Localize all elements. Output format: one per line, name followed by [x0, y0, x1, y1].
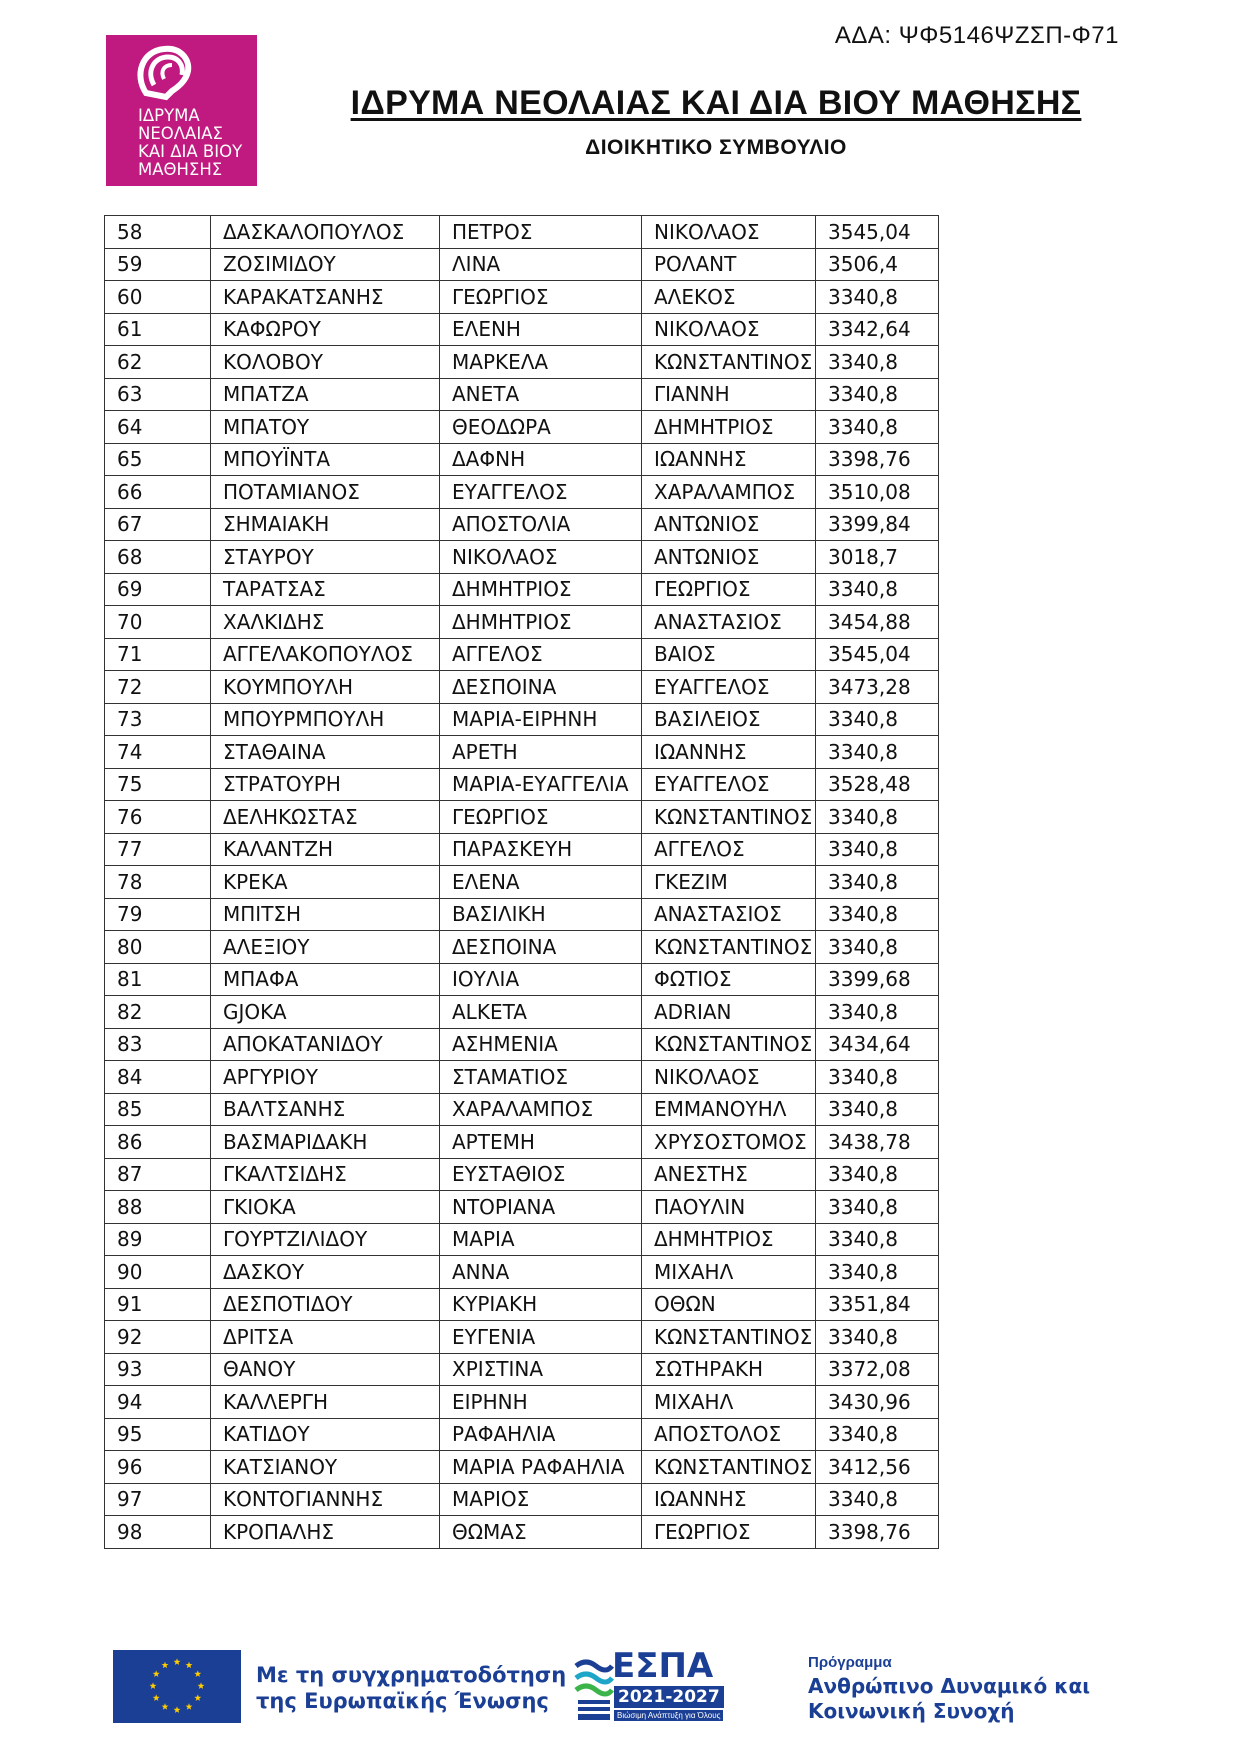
amount-cell: 3454,88: [816, 606, 939, 639]
eu-star-icon: [174, 1706, 181, 1713]
amount-cell: 3340,8: [816, 703, 939, 736]
first-name-cell: ΜΑΡΙΑ-ΕΙΡΗΝΗ: [440, 703, 642, 736]
first-name-cell: ΧΡΙΣΤΙΝΑ: [440, 1353, 642, 1386]
father-name-cell: ΕΜΜΑΝΟΥΗΛ: [642, 1093, 816, 1126]
table-row: [105, 541, 939, 574]
first-name-cell: ΑΠΟΣΤΟΛΙΑ: [440, 508, 642, 541]
first-name-cell: ΛΙΝΑ: [440, 248, 642, 281]
first-name-cell: ΔΑΦΝΗ: [440, 443, 642, 476]
row-number-cell: 59: [105, 248, 211, 281]
first-name-cell: ΜΑΡΙΑ ΡΑΦΑΗΛΙΑ: [440, 1451, 642, 1484]
surname-cell: ΜΠΑΦΑ: [211, 963, 440, 996]
amount-cell: 3438,78: [816, 1126, 939, 1159]
father-name-cell: ΙΩΑΝΝΗΣ: [642, 443, 816, 476]
surname-cell: ΜΠΟΥΪΝΤΑ: [211, 443, 440, 476]
eu-star-icon: [194, 1694, 201, 1701]
first-name-cell: ΕΥΣΤΑΘΙΟΣ: [440, 1158, 642, 1191]
surname-cell: ΤΑΡΑΤΣΑΣ: [211, 573, 440, 606]
father-name-cell: ΓΚΕΖΙΜ: [642, 866, 816, 899]
amount-cell: 3340,8: [816, 1223, 939, 1256]
amount-cell: 3412,56: [816, 1451, 939, 1484]
eu-star-icon: [194, 1670, 201, 1677]
father-name-cell: ΑΛΕΚΟΣ: [642, 281, 816, 314]
amount-cell: 3340,8: [816, 801, 939, 834]
row-number-cell: 69: [105, 573, 211, 606]
father-name-cell: ΟΘΩΝ: [642, 1288, 816, 1321]
surname-cell: ΣΤΑΥΡΟΥ: [211, 541, 440, 574]
father-name-cell: ΒΑΙΟΣ: [642, 638, 816, 671]
row-number-cell: 71: [105, 638, 211, 671]
table-row: [105, 216, 939, 249]
espa-title: ΕΣΠΑ: [612, 1646, 714, 1686]
table-row: [105, 443, 939, 476]
eu-star-icon: [198, 1682, 205, 1689]
amount-cell: 3018,7: [816, 541, 939, 574]
first-name-cell: ΓΕΩΡΓΙΟΣ: [440, 281, 642, 314]
first-name-cell: ΠΕΤΡΟΣ: [440, 216, 642, 249]
first-name-cell: ΡΑΦΑΗΛΙΑ: [440, 1418, 642, 1451]
surname-cell: ΑΛΕΞΙΟΥ: [211, 931, 440, 964]
surname-cell: ΑΡΓΥΡΙΟΥ: [211, 1061, 440, 1094]
row-number-cell: 86: [105, 1126, 211, 1159]
amount-cell: 3340,8: [816, 573, 939, 606]
amount-cell: 3372,08: [816, 1353, 939, 1386]
table-row: [105, 671, 939, 704]
amount-cell: 3340,8: [816, 1158, 939, 1191]
surname-cell: ΣΗΜΑΙΑΚΗ: [211, 508, 440, 541]
ada-code: ΑΔΑ: ΨΦ5146ΨΖΣΠ-Φ71: [834, 22, 1119, 49]
surname-cell: ΚΑΡΑΚΑΤΣΑΝΗΣ: [211, 281, 440, 314]
father-name-cell: ΑΝΤΩΝΙΟΣ: [642, 508, 816, 541]
first-name-cell: ΜΑΡΚΕΛΑ: [440, 346, 642, 379]
amount-cell: 3340,8: [816, 378, 939, 411]
first-name-cell: ΔΗΜΗΤΡΙΟΣ: [440, 573, 642, 606]
surname-cell: ΜΠΑΤΖΑ: [211, 378, 440, 411]
row-number-cell: 78: [105, 866, 211, 899]
surname-cell: ΑΓΓΕΛΑΚΟΠΟΥΛΟΣ: [211, 638, 440, 671]
first-name-cell: ΔΗΜΗΤΡΙΟΣ: [440, 606, 642, 639]
table-row: [105, 1093, 939, 1126]
first-name-cell: ΧΑΡΑΛΑΜΠΟΣ: [440, 1093, 642, 1126]
table-row: [105, 866, 939, 899]
table-row: [105, 638, 939, 671]
row-number-cell: 68: [105, 541, 211, 574]
first-name-cell: ΑΣΗΜΕΝΙΑ: [440, 1028, 642, 1061]
surname-cell: ΔΕΛΗΚΩΣΤΑΣ: [211, 801, 440, 834]
amount-cell: 3510,08: [816, 476, 939, 509]
surname-cell: ΚΑΦΩΡΟΥ: [211, 313, 440, 346]
surname-cell: ΚΡΕΚΑ: [211, 866, 440, 899]
table-row: [105, 606, 939, 639]
surname-cell: ΚΟΛΟΒΟΥ: [211, 346, 440, 379]
table-row: [105, 1516, 939, 1549]
father-name-cell: ΧΡΥΣΟΣΤΟΜΟΣ: [642, 1126, 816, 1159]
father-name-cell: ΑΓΓΕΛΟΣ: [642, 833, 816, 866]
father-name-cell: ΕΥΑΓΓΕΛΟΣ: [642, 768, 816, 801]
surname-cell: ΣΤΡΑΤΟΥΡΗ: [211, 768, 440, 801]
row-number-cell: 87: [105, 1158, 211, 1191]
amount-cell: 3398,76: [816, 443, 939, 476]
surname-cell: ΚΟΥΜΠΟΥΛΗ: [211, 671, 440, 704]
table-row: [105, 1353, 939, 1386]
row-number-cell: 80: [105, 931, 211, 964]
eu-star-icon: [162, 1703, 169, 1710]
father-name-cell: ΓΕΩΡΓΙΟΣ: [642, 1516, 816, 1549]
eu-star-icon: [186, 1703, 193, 1710]
father-name-cell: ΡΟΛΑΝΤ: [642, 248, 816, 281]
first-name-cell: ΕΛΕΝΗ: [440, 313, 642, 346]
surname-cell: ΒΑΛΤΣΑΝΗΣ: [211, 1093, 440, 1126]
table-row: [105, 1386, 939, 1419]
father-name-cell: ΔΗΜΗΤΡΙΟΣ: [642, 411, 816, 444]
table-row: [105, 963, 939, 996]
amount-cell: 3434,64: [816, 1028, 939, 1061]
row-number-cell: 76: [105, 801, 211, 834]
father-name-cell: ΜΙΧΑΗΛ: [642, 1256, 816, 1289]
eu-star-icon: [150, 1682, 157, 1689]
amount-cell: 3340,8: [816, 833, 939, 866]
father-name-cell: ΝΙΚΟΛΑΟΣ: [642, 216, 816, 249]
surname-cell: ΚΡΟΠΑΛΗΣ: [211, 1516, 440, 1549]
row-number-cell: 91: [105, 1288, 211, 1321]
first-name-cell: ΙΟΥΛΙΑ: [440, 963, 642, 996]
amount-cell: 3430,96: [816, 1386, 939, 1419]
row-number-cell: 93: [105, 1353, 211, 1386]
table-row: [105, 1321, 939, 1354]
table-row: [105, 1061, 939, 1094]
amount-cell: 3340,8: [816, 898, 939, 931]
amount-cell: 3340,8: [816, 736, 939, 769]
table-row: [105, 1288, 939, 1321]
espa-waves-icon: [574, 1656, 614, 1726]
surname-cell: ΔΡΙΤΣΑ: [211, 1321, 440, 1354]
father-name-cell: ΑΠΟΣΤΟΛΟΣ: [642, 1418, 816, 1451]
first-name-cell: ΑΝΕΤΑ: [440, 378, 642, 411]
table-row: [105, 573, 939, 606]
amount-cell: 3340,8: [816, 1093, 939, 1126]
surname-cell: ΣΤΑΘΑΙΝΑ: [211, 736, 440, 769]
row-number-cell: 89: [105, 1223, 211, 1256]
father-name-cell: ΓΕΩΡΓΙΟΣ: [642, 573, 816, 606]
amount-cell: 3399,84: [816, 508, 939, 541]
father-name-cell: ΜΙΧΑΗΛ: [642, 1386, 816, 1419]
father-name-cell: ΠΑΟΥΛΙΝ: [642, 1191, 816, 1224]
father-name-cell: ΣΩΤΗΡΑΚΗ: [642, 1353, 816, 1386]
eu-star-icon: [153, 1694, 160, 1701]
father-name-cell: ADRIAN: [642, 996, 816, 1029]
amount-cell: 3340,8: [816, 411, 939, 444]
father-name-cell: ΒΑΣΙΛΕΙΟΣ: [642, 703, 816, 736]
amount-cell: 3473,28: [816, 671, 939, 704]
first-name-cell: ΑΓΓΕΛΟΣ: [440, 638, 642, 671]
table-row: [105, 931, 939, 964]
row-number-cell: 66: [105, 476, 211, 509]
row-number-cell: 61: [105, 313, 211, 346]
table-row: [105, 281, 939, 314]
first-name-cell: ΕΥΑΓΓΕΛΟΣ: [440, 476, 642, 509]
amount-cell: 3398,76: [816, 1516, 939, 1549]
table-row: [105, 996, 939, 1029]
first-name-cell: ΕΥΓΕΝΙΑ: [440, 1321, 642, 1354]
surname-cell: ΜΠΙΤΣΗ: [211, 898, 440, 931]
amount-cell: 3399,68: [816, 963, 939, 996]
row-number-cell: 96: [105, 1451, 211, 1484]
surname-cell: ΖΟΣΙΜΙΔΟΥ: [211, 248, 440, 281]
footer-logos: [0, 1646, 1241, 1730]
amount-cell: 3342,64: [816, 313, 939, 346]
first-name-cell: ΝΙΚΟΛΑΟΣ: [440, 541, 642, 574]
surname-cell: ΓΚΙΟΚΑ: [211, 1191, 440, 1224]
amount-cell: 3340,8: [816, 1418, 939, 1451]
document-subtitle: ΔΙΟΙΚΗΤΙΚΟ ΣΥΜΒΟΥΛΙΟ: [585, 136, 847, 159]
surname-cell: ΔΑΣΚΟΥ: [211, 1256, 440, 1289]
father-name-cell: ΚΩΝΣΤΑΝΤΙΝΟΣ: [642, 346, 816, 379]
first-name-cell: ALKETA: [440, 996, 642, 1029]
first-name-cell: ΠΑΡΑΣΚΕΥΗ: [440, 833, 642, 866]
table-row: [105, 1191, 939, 1224]
row-number-cell: 67: [105, 508, 211, 541]
row-number-cell: 83: [105, 1028, 211, 1061]
eu-star-icon: [162, 1662, 169, 1669]
amount-cell: 3340,8: [816, 931, 939, 964]
father-name-cell: ΚΩΝΣΤΑΝΤΙΝΟΣ: [642, 1028, 816, 1061]
espa-tagline: Βιώσιμη Ανάπτυξη για Όλους: [614, 1710, 723, 1721]
row-number-cell: 81: [105, 963, 211, 996]
row-number-cell: 94: [105, 1386, 211, 1419]
amount-cell: 3351,84: [816, 1288, 939, 1321]
amount-cell: 3545,04: [816, 638, 939, 671]
eu-star-icon: [153, 1670, 160, 1677]
father-name-cell: ΝΙΚΟΛΑΟΣ: [642, 313, 816, 346]
table-row: [105, 768, 939, 801]
first-name-cell: ΓΕΩΡΓΙΟΣ: [440, 801, 642, 834]
table-row: [105, 476, 939, 509]
row-number-cell: 74: [105, 736, 211, 769]
father-name-cell: ΑΝΤΩΝΙΟΣ: [642, 541, 816, 574]
table-row: [105, 736, 939, 769]
father-name-cell: ΧΑΡΑΛΑΜΠΟΣ: [642, 476, 816, 509]
surname-cell: GJOKA: [211, 996, 440, 1029]
table-row: [105, 801, 939, 834]
amount-cell: 3506,4: [816, 248, 939, 281]
surname-cell: ΒΑΣΜΑΡΙΔΑΚΗ: [211, 1126, 440, 1159]
table-row: [105, 1483, 939, 1516]
row-number-cell: 77: [105, 833, 211, 866]
father-name-cell: ΚΩΝΣΤΑΝΤΙΝΟΣ: [642, 1451, 816, 1484]
row-number-cell: 84: [105, 1061, 211, 1094]
surname-cell: ΚΟΝΤΟΓΙΑΝΝΗΣ: [211, 1483, 440, 1516]
first-name-cell: ΝΤΟΡΙΑΝΑ: [440, 1191, 642, 1224]
surname-cell: ΑΠΟΚΑΤΑΝΙΔΟΥ: [211, 1028, 440, 1061]
eu-star-icon: [174, 1658, 181, 1665]
row-number-cell: 90: [105, 1256, 211, 1289]
surname-cell: ΚΑΤΙΔΟΥ: [211, 1418, 440, 1451]
first-name-cell: ΜΑΡΙΟΣ: [440, 1483, 642, 1516]
eu-flag-icon: [113, 1650, 241, 1723]
surname-cell: ΓΟΥΡΤΖΙΛΙΔΟΥ: [211, 1223, 440, 1256]
row-number-cell: 65: [105, 443, 211, 476]
surname-cell: ΚΑΛΑΝΤΖΗ: [211, 833, 440, 866]
row-number-cell: 97: [105, 1483, 211, 1516]
surname-cell: ΔΑΣΚΑΛΟΠΟΥΛΟΣ: [211, 216, 440, 249]
table-row: [105, 1158, 939, 1191]
amount-cell: 3340,8: [816, 866, 939, 899]
program-label: Πρόγραμμα: [808, 1654, 892, 1671]
first-name-cell: ΜΑΡΙΑ: [440, 1223, 642, 1256]
row-number-cell: 82: [105, 996, 211, 1029]
first-name-cell: ΜΑΡΙΑ-ΕΥΑΓΓΕΛΙΑ: [440, 768, 642, 801]
father-name-cell: ΔΗΜΗΤΡΙΟΣ: [642, 1223, 816, 1256]
row-number-cell: 92: [105, 1321, 211, 1354]
first-name-cell: ΒΑΣΙΛΙΚΗ: [440, 898, 642, 931]
row-number-cell: 70: [105, 606, 211, 639]
father-name-cell: ΙΩΑΝΝΗΣ: [642, 1483, 816, 1516]
beneficiaries-table: [104, 215, 939, 1549]
surname-cell: ΜΠΑΤΟΥ: [211, 411, 440, 444]
first-name-cell: ΔΕΣΠΟΙΝΑ: [440, 931, 642, 964]
father-name-cell: ΚΩΝΣΤΑΝΤΙΝΟΣ: [642, 1321, 816, 1354]
first-name-cell: ΑΡΤΕΜΗ: [440, 1126, 642, 1159]
table-row: [105, 1223, 939, 1256]
first-name-cell: ΣΤΑΜΑΤΙΟΣ: [440, 1061, 642, 1094]
foundation-logo: [106, 35, 257, 186]
surname-cell: ΓΚΑΛΤΣΙΔΗΣ: [211, 1158, 440, 1191]
eu-cofunding-text: Με τη συγχρηματοδότηση της Ευρωπαϊκής Ένωσης: [256, 1663, 567, 1713]
father-name-cell: ΑΝΑΣΤΑΣΙΟΣ: [642, 898, 816, 931]
surname-cell: ΜΠΟΥΡΜΠΟΥΛΗ: [211, 703, 440, 736]
amount-cell: 3528,48: [816, 768, 939, 801]
first-name-cell: ΔΕΣΠΟΙΝΑ: [440, 671, 642, 704]
father-name-cell: ΙΩΑΝΝΗΣ: [642, 736, 816, 769]
row-number-cell: 79: [105, 898, 211, 931]
father-name-cell: ΕΥΑΓΓΕΛΟΣ: [642, 671, 816, 704]
row-number-cell: 98: [105, 1516, 211, 1549]
logo-text: ΙΔΡΥΜΑ ΝΕΟΛΑΙΑΣ ΚΑΙ ΔΙΑ ΒΙΟΥ ΜΑΘΗΣΗΣ: [138, 106, 243, 179]
row-number-cell: 60: [105, 281, 211, 314]
table-row: [105, 346, 939, 379]
first-name-cell: ΕΙΡΗΝΗ: [440, 1386, 642, 1419]
surname-cell: ΠΟΤΑΜΙΑΝΟΣ: [211, 476, 440, 509]
row-number-cell: 72: [105, 671, 211, 704]
row-number-cell: 73: [105, 703, 211, 736]
table-row: [105, 378, 939, 411]
table-row: [105, 313, 939, 346]
table-row: [105, 1126, 939, 1159]
table-row: [105, 508, 939, 541]
table-row: [105, 898, 939, 931]
father-name-cell: ΑΝΑΣΤΑΣΙΟΣ: [642, 606, 816, 639]
row-number-cell: 85: [105, 1093, 211, 1126]
amount-cell: 3340,8: [816, 346, 939, 379]
table-row: [105, 1451, 939, 1484]
surname-cell: ΧΑΛΚΙΔΗΣ: [211, 606, 440, 639]
amount-cell: 3340,8: [816, 996, 939, 1029]
table-row: [105, 703, 939, 736]
row-number-cell: 88: [105, 1191, 211, 1224]
table-row: [105, 1028, 939, 1061]
amount-cell: 3340,8: [816, 1061, 939, 1094]
eu-star-icon: [186, 1662, 193, 1669]
document-title: ΙΔΡΥΜΑ ΝΕΟΛΑΙΑΣ ΚΑΙ ΔΙΑ ΒΙΟΥ ΜΑΘΗΣΗΣ: [350, 84, 1082, 122]
first-name-cell: ΑΝΝΑ: [440, 1256, 642, 1289]
father-name-cell: ΓΙΑΝΝΗ: [642, 378, 816, 411]
father-name-cell: ΚΩΝΣΤΑΝΤΙΝΟΣ: [642, 931, 816, 964]
surname-cell: ΚΑΤΣΙΑΝΟΥ: [211, 1451, 440, 1484]
table-row: [105, 248, 939, 281]
table-row: [105, 411, 939, 444]
first-name-cell: ΘΕΟΔΩΡΑ: [440, 411, 642, 444]
father-name-cell: ΦΩΤΙΟΣ: [642, 963, 816, 996]
row-number-cell: 64: [105, 411, 211, 444]
row-number-cell: 95: [105, 1418, 211, 1451]
row-number-cell: 62: [105, 346, 211, 379]
table-row: [105, 1418, 939, 1451]
row-number-cell: 58: [105, 216, 211, 249]
program-name: Ανθρώπινο Δυναμικό και Κοινωνική Συνοχή: [808, 1674, 1090, 1723]
amount-cell: 3340,8: [816, 281, 939, 314]
surname-cell: ΚΑΛΛΕΡΓΗ: [211, 1386, 440, 1419]
amount-cell: 3340,8: [816, 1256, 939, 1289]
father-name-cell: ΚΩΝΣΤΑΝΤΙΝΟΣ: [642, 801, 816, 834]
first-name-cell: ΚΥΡΙΑΚΗ: [440, 1288, 642, 1321]
amount-cell: 3340,8: [816, 1483, 939, 1516]
first-name-cell: ΕΛΕΝΑ: [440, 866, 642, 899]
first-name-cell: ΑΡΕΤΗ: [440, 736, 642, 769]
father-name-cell: ΑΝΕΣΤΗΣ: [642, 1158, 816, 1191]
espa-years: 2021-2027: [614, 1686, 724, 1708]
surname-cell: ΔΕΣΠΟΤΙΔΟΥ: [211, 1288, 440, 1321]
amount-cell: 3340,8: [816, 1191, 939, 1224]
amount-cell: 3545,04: [816, 216, 939, 249]
first-name-cell: ΘΩΜΑΣ: [440, 1516, 642, 1549]
father-name-cell: ΝΙΚΟΛΑΟΣ: [642, 1061, 816, 1094]
row-number-cell: 75: [105, 768, 211, 801]
table-row: [105, 833, 939, 866]
amount-cell: 3340,8: [816, 1321, 939, 1354]
espa-logo: [574, 1646, 724, 1726]
surname-cell: ΘΑΝΟΥ: [211, 1353, 440, 1386]
row-number-cell: 63: [105, 378, 211, 411]
table-row: [105, 1256, 939, 1289]
